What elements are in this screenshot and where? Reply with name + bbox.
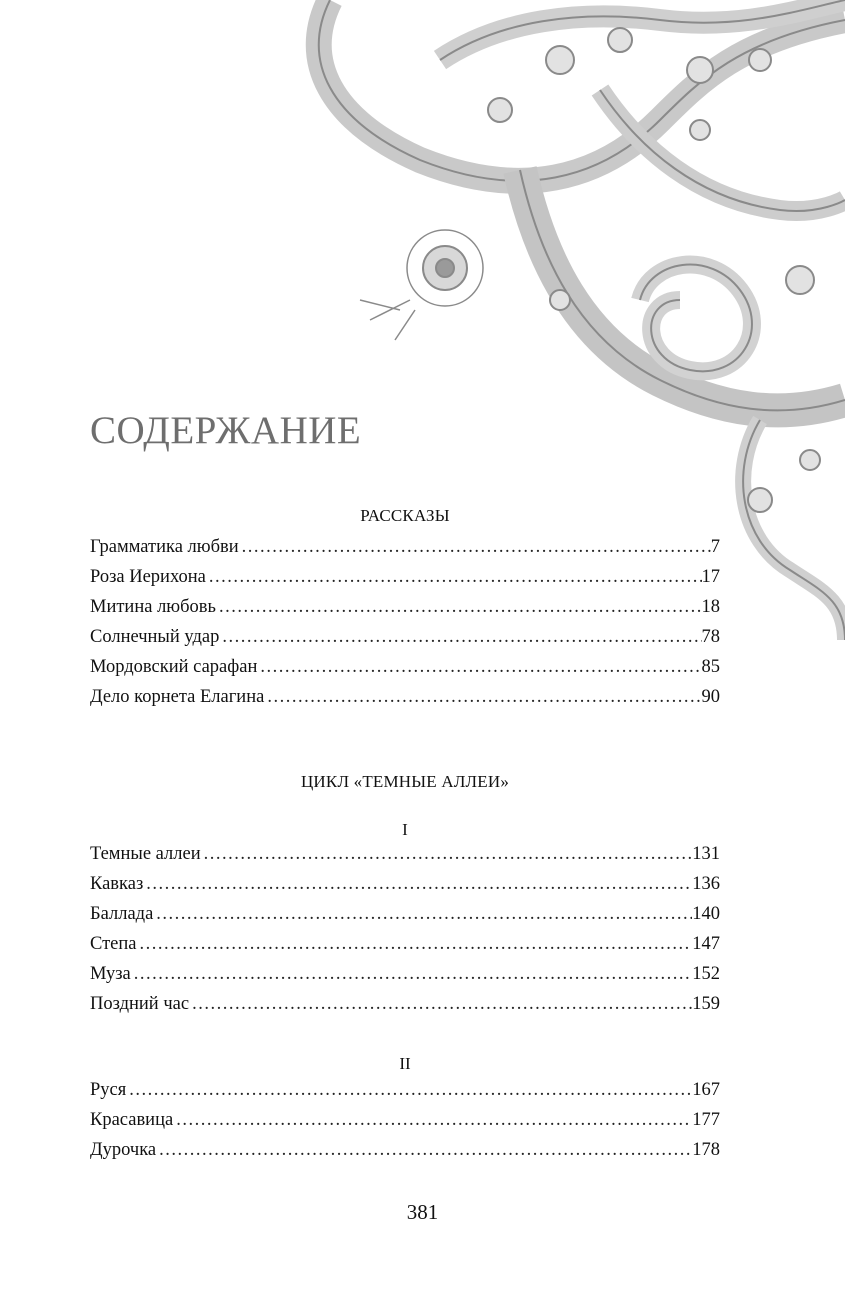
toc-list-stories (90, 537, 720, 717)
toc-entry-page: 18 (701, 597, 720, 617)
toc-entry-title: Мордовский сарафан (90, 657, 258, 677)
toc-entry[interactable] (90, 687, 720, 717)
page-number: 381 (406, 1200, 439, 1224)
toc-entry[interactable] (90, 1110, 720, 1140)
toc-entry-title: Грамматика любви (90, 537, 239, 557)
toc-entry[interactable] (90, 537, 720, 567)
toc-entry-page: 167 (692, 1080, 720, 1100)
toc-entry-page: 131 (692, 844, 720, 864)
toc-entry-title: Баллада (90, 904, 154, 924)
toc-entry-title: Степа (90, 934, 137, 954)
toc-entry[interactable] (90, 994, 720, 1024)
part-label-1: I (402, 820, 408, 839)
section-heading-dark-alleys: ЦИКЛ «ТЕМНЫЕ АЛЛЕИ» (300, 772, 510, 791)
toc-entry-title: Темные аллеи (90, 844, 201, 864)
toc-entry[interactable] (90, 934, 720, 964)
toc-entry-page: 178 (692, 1140, 720, 1160)
toc-entry-title: Митина любовь (90, 597, 216, 617)
dot-leader (257, 657, 701, 678)
toc-list-part-1 (90, 844, 720, 1024)
toc-entry-title: Поздний час (90, 994, 190, 1014)
dot-leader (173, 1110, 692, 1131)
section-heading-stories: РАССКАЗЫ (360, 506, 450, 525)
toc-entry-title: Солнечный удар (90, 627, 220, 647)
toc-entry[interactable] (90, 1080, 720, 1110)
toc-entry-title: Кавказ (90, 874, 144, 894)
dot-leader (131, 964, 692, 985)
toc-entry-title: Дело корнета Елагина (90, 687, 265, 707)
toc-entry-page: 136 (692, 874, 720, 894)
toc-entry-title: Дурочка (90, 1140, 157, 1160)
page-title: СОДЕРЖАНИЕ (90, 409, 362, 452)
toc-entry-title: Муза (90, 964, 131, 984)
toc-entry-page: 140 (692, 904, 720, 924)
toc-entry-title: Руся (90, 1080, 127, 1100)
toc-entry[interactable] (90, 567, 720, 597)
toc-entry-page: 78 (701, 627, 720, 647)
toc-entry[interactable] (90, 657, 720, 687)
part-label-2: II (399, 1054, 411, 1073)
toc-entry-page: 159 (692, 994, 720, 1014)
dot-leader (239, 537, 711, 558)
dot-leader (156, 1140, 692, 1161)
toc-entry[interactable] (90, 1140, 720, 1170)
toc-entry-page: 85 (701, 657, 720, 677)
toc-entry-title: Роза Иерихона (90, 567, 206, 587)
dot-leader (137, 934, 693, 955)
dot-leader (219, 627, 701, 648)
dot-leader (189, 994, 692, 1015)
toc-entry[interactable] (90, 874, 720, 904)
dot-leader (143, 874, 692, 895)
toc-entry[interactable] (90, 964, 720, 994)
toc-entry[interactable] (90, 904, 720, 934)
toc-entry-page: 177 (692, 1110, 720, 1130)
dot-leader (216, 597, 702, 618)
dot-leader (201, 844, 693, 865)
toc-entry-page: 152 (692, 964, 720, 984)
dot-leader (153, 904, 692, 925)
toc-entry-page: 147 (692, 934, 720, 954)
dot-leader (126, 1080, 692, 1101)
toc-entry[interactable] (90, 627, 720, 657)
dot-leader (264, 687, 701, 708)
toc-entry-title: Красавица (90, 1110, 174, 1130)
toc-entry-page: 7 (710, 537, 720, 557)
dot-leader (206, 567, 702, 588)
toc-entry[interactable] (90, 844, 720, 874)
toc-entry-page: 17 (701, 567, 720, 587)
toc-list-part-2 (90, 1080, 720, 1170)
toc-entry[interactable] (90, 597, 720, 627)
toc-entry-page: 90 (701, 687, 720, 707)
